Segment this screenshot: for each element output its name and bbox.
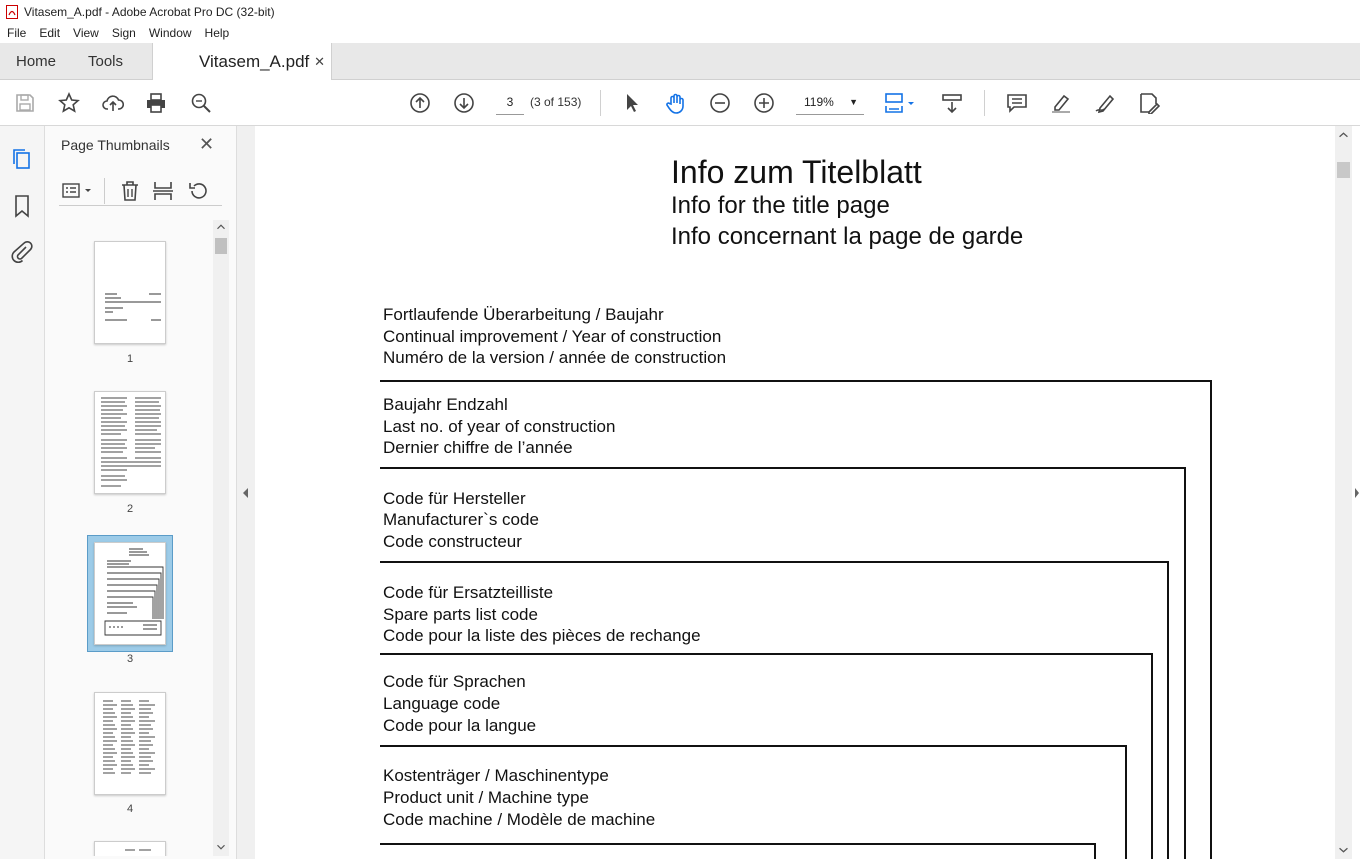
tab-home[interactable]: Home bbox=[16, 53, 57, 70]
toolbar-divider bbox=[984, 90, 985, 116]
expand-right-panel-arrow-icon[interactable] bbox=[1352, 483, 1360, 503]
page-heading-de: Info zum Titelblatt bbox=[671, 154, 922, 190]
main-toolbar bbox=[0, 80, 1360, 126]
sign-pen-icon[interactable] bbox=[1093, 91, 1117, 115]
zoom-level-dropdown[interactable] bbox=[796, 91, 864, 115]
thumbnail-label: 3 bbox=[126, 653, 134, 665]
field-label: Dernier chiffre de l’année bbox=[383, 438, 573, 457]
bracket-line bbox=[1167, 561, 1169, 859]
upload-cloud-icon[interactable] bbox=[101, 91, 125, 115]
bookmark-icon[interactable] bbox=[10, 194, 34, 218]
zoom-search-icon[interactable] bbox=[189, 91, 213, 115]
menu-file[interactable]: File bbox=[7, 26, 27, 40]
panel-splitter[interactable] bbox=[237, 126, 255, 859]
window-title: Vitasem_A.pdf - Adobe Acrobat Pro DC (32-bit) bbox=[24, 4, 275, 19]
zoom-level-value: 119% bbox=[804, 95, 834, 109]
bracket-line bbox=[1094, 843, 1096, 859]
title-bar bbox=[0, 0, 1360, 23]
document-scrollbar[interactable] bbox=[1335, 126, 1352, 859]
scroll-up-arrow-icon[interactable] bbox=[213, 220, 229, 234]
page-thumbnails-panel bbox=[45, 126, 237, 859]
thumbnail-label: 2 bbox=[126, 503, 134, 515]
menu-help[interactable]: Help bbox=[204, 26, 230, 40]
thumbnail-page-3[interactable] bbox=[94, 542, 166, 645]
bracket-line bbox=[1210, 380, 1212, 859]
field-label: Numéro de la version / année de construction bbox=[383, 348, 727, 367]
toolbar-divider bbox=[600, 90, 601, 116]
bracket-line bbox=[380, 843, 1096, 845]
scroll-down-arrow-icon[interactable] bbox=[213, 840, 229, 854]
next-page-icon[interactable] bbox=[452, 91, 476, 115]
bracket-line bbox=[380, 653, 1153, 655]
thumbnail-toolbar bbox=[59, 176, 222, 206]
left-navigation-rail bbox=[0, 126, 45, 859]
close-tab-icon[interactable]: ✕ bbox=[314, 54, 325, 69]
bracket-line bbox=[1151, 653, 1153, 859]
field-label: Code machine / Modèle de machine bbox=[383, 810, 656, 829]
bracket-line bbox=[380, 745, 1127, 747]
thumbnail-options-icon[interactable] bbox=[61, 180, 95, 202]
thumbnail-label: 1 bbox=[126, 353, 134, 365]
star-icon[interactable] bbox=[57, 91, 81, 115]
tab-tools[interactable]: Tools bbox=[88, 53, 124, 70]
document-view bbox=[255, 126, 1335, 859]
document-tab-label: Vitasem_A.pdf bbox=[199, 52, 310, 72]
tab-document[interactable] bbox=[152, 43, 332, 81]
thumbnail-scrollbar[interactable] bbox=[213, 220, 229, 856]
field-label: Code für Hersteller bbox=[383, 489, 526, 508]
page-heading-fr: Info concernant la page de garde bbox=[671, 223, 1024, 250]
menu-bar bbox=[0, 23, 1360, 43]
bracket-line bbox=[1125, 745, 1127, 859]
select-cursor-icon[interactable] bbox=[620, 91, 644, 115]
rotate-icon[interactable] bbox=[187, 180, 209, 202]
field-label: Manufacturer`s code bbox=[383, 510, 539, 529]
thumbnail-page-5[interactable] bbox=[94, 841, 166, 856]
thumbnail-page-2[interactable] bbox=[94, 391, 166, 494]
field-label: Code pour la langue bbox=[383, 716, 537, 735]
save-icon[interactable] bbox=[13, 91, 37, 115]
extract-pages-icon[interactable] bbox=[152, 180, 174, 202]
menu-window[interactable]: Window bbox=[148, 26, 192, 40]
field-label: Baujahr Endzahl bbox=[383, 395, 508, 414]
panel-title: Page Thumbnails bbox=[61, 137, 170, 153]
delete-trash-icon[interactable] bbox=[119, 180, 141, 202]
tab-bar bbox=[0, 43, 1360, 80]
field-label: Fortlaufende Überarbeitung / Baujahr bbox=[383, 305, 664, 324]
scroll-down-arrow-icon[interactable] bbox=[1335, 843, 1352, 857]
field-label: Product unit / Machine type bbox=[383, 788, 590, 807]
field-label: Language code bbox=[383, 694, 501, 713]
thumbnail-list bbox=[59, 221, 215, 856]
field-label: Code für Ersatzteilliste bbox=[383, 583, 554, 602]
menu-edit[interactable]: Edit bbox=[39, 26, 61, 40]
menu-view[interactable]: View bbox=[73, 26, 99, 40]
print-icon[interactable] bbox=[144, 91, 168, 115]
menu-sign[interactable]: Sign bbox=[111, 26, 136, 40]
field-label: Last no. of year of construction bbox=[383, 417, 616, 436]
thumbnail-page-1[interactable] bbox=[94, 241, 166, 344]
field-label: Code pour la liste des pièces de rechange bbox=[383, 626, 701, 645]
toolbar-divider bbox=[104, 178, 105, 204]
page-count: (3 of 153) bbox=[530, 95, 582, 109]
bracket-line bbox=[380, 380, 1212, 382]
close-panel-icon[interactable]: ✕ bbox=[199, 134, 215, 154]
scroll-mode-icon[interactable] bbox=[940, 91, 964, 115]
collapse-panel-arrow-icon[interactable] bbox=[237, 483, 255, 503]
zoom-in-icon[interactable] bbox=[752, 91, 776, 115]
thumbnail-page-4[interactable] bbox=[94, 692, 166, 795]
field-label: Code für Sprachen bbox=[383, 672, 526, 691]
right-panel-edge[interactable] bbox=[1352, 126, 1360, 859]
page-display-icon[interactable] bbox=[884, 91, 918, 115]
previous-page-icon[interactable] bbox=[408, 91, 432, 115]
field-label: Continual improvement / Year of construction bbox=[383, 327, 722, 346]
comment-icon[interactable] bbox=[1005, 91, 1029, 115]
attachment-paperclip-icon[interactable] bbox=[10, 240, 34, 264]
chevron-down-icon: ▼ bbox=[849, 97, 858, 107]
acrobat-app-icon bbox=[6, 5, 18, 19]
page-number-input[interactable]: 3 bbox=[496, 91, 524, 115]
scrollbar-thumb[interactable] bbox=[1337, 162, 1350, 178]
bracket-line bbox=[380, 561, 1169, 563]
thumbnail-label: 4 bbox=[126, 803, 134, 815]
highlight-icon[interactable] bbox=[1049, 91, 1073, 115]
bracket-line bbox=[1184, 467, 1186, 859]
edit-form-icon[interactable] bbox=[1137, 91, 1161, 115]
page-thumbnails-icon[interactable] bbox=[10, 148, 34, 172]
page-heading-en: Info for the title page bbox=[671, 192, 890, 219]
zoom-out-icon[interactable] bbox=[708, 91, 732, 115]
scrollbar-thumb[interactable] bbox=[215, 238, 227, 254]
bracket-line bbox=[380, 467, 1186, 469]
field-label: Kostenträger / Maschinentype bbox=[383, 766, 609, 785]
field-label: Code constructeur bbox=[383, 532, 522, 551]
hand-tool-icon[interactable] bbox=[664, 91, 688, 115]
field-label: Spare parts list code bbox=[383, 605, 538, 624]
scroll-up-arrow-icon[interactable] bbox=[1335, 128, 1352, 142]
